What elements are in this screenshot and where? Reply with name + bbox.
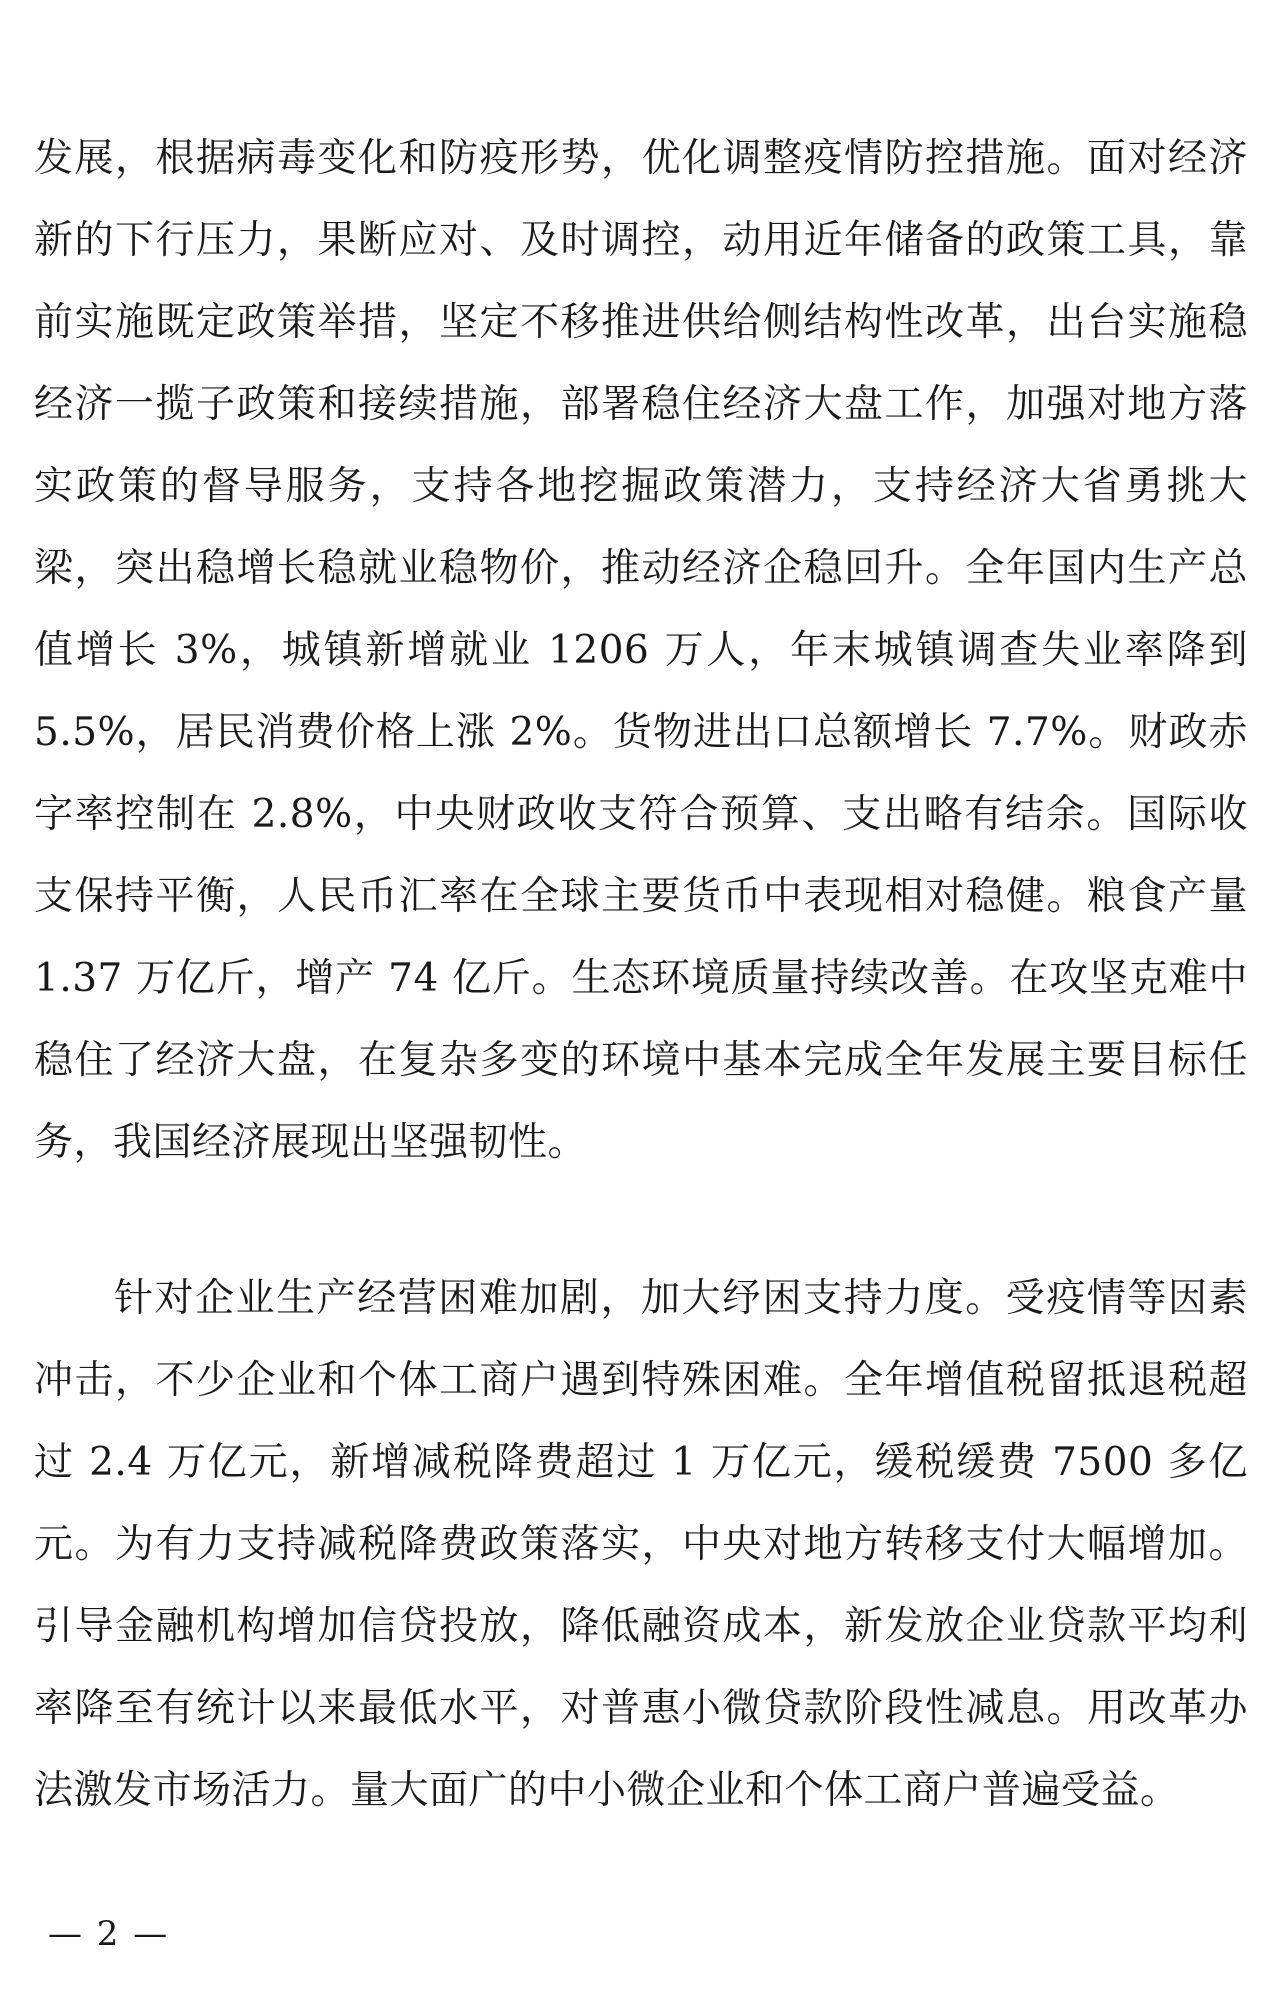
body-paragraph-2: 针对企业生产经营困难加剧，加大纾困支持力度。受疫情等因素冲击，不少企业和个体工商户遇到特殊困难。全年增值税留抵退税超过 2.4 万亿元，新增减税降费超过 1 万亿元，缓税缓费 7500 多亿元。为有力支持减税降费政策落实，中央对地方转移支付大幅增加。引导金融机构增加信贷投放，降低融资成本，新发放企业贷款平均利率降至有统计以来最低水平，对普惠小微贷款阶段性减息。用改革办法激发市场活力。量大面广的中小微企业和个体工商户普遍受益。 [34,1276,1248,1813]
page-number: — 2 — [48,1914,170,1954]
body-paragraph-1: 发展，根据病毒变化和防疫形势，优化调整疫情防控措施。面对经济新的下行压力，果断应对、及时调控，动用近年储备的政策工具，靠前实施既定政策举措，坚定不移推进供给侧结构性改革，出台实施稳经济一揽子政策和接续措施，部署稳住经济大盘工作，加强对地方落实政策的督导服务，支持各地挖掘政策潜力，支持经济大省勇挑大梁，突出稳增长稳就业稳物价，推动经济企稳回升。全年国内生产总值增长 3%，城镇新增就业 1206 万人，年末城镇调查失业率降到 5.5%，居民消费价格上涨 2%。货物进出口总额增长 7.7%。财政赤字率控制在 2.8%，中央财政收支符合预算、支出略有结余。国际收支保持平衡，人民币汇率在全球主要货币中表现相对稳健。粮食产量 1.37 万亿斤，增产 74 亿斤。生态环境质量持续改善。在攻坚克难中稳住了经济大盘，在复杂多变的环境中基本完成全年发展主要目标任务，我国经济展现出坚强韧性。 [34,136,1248,1165]
